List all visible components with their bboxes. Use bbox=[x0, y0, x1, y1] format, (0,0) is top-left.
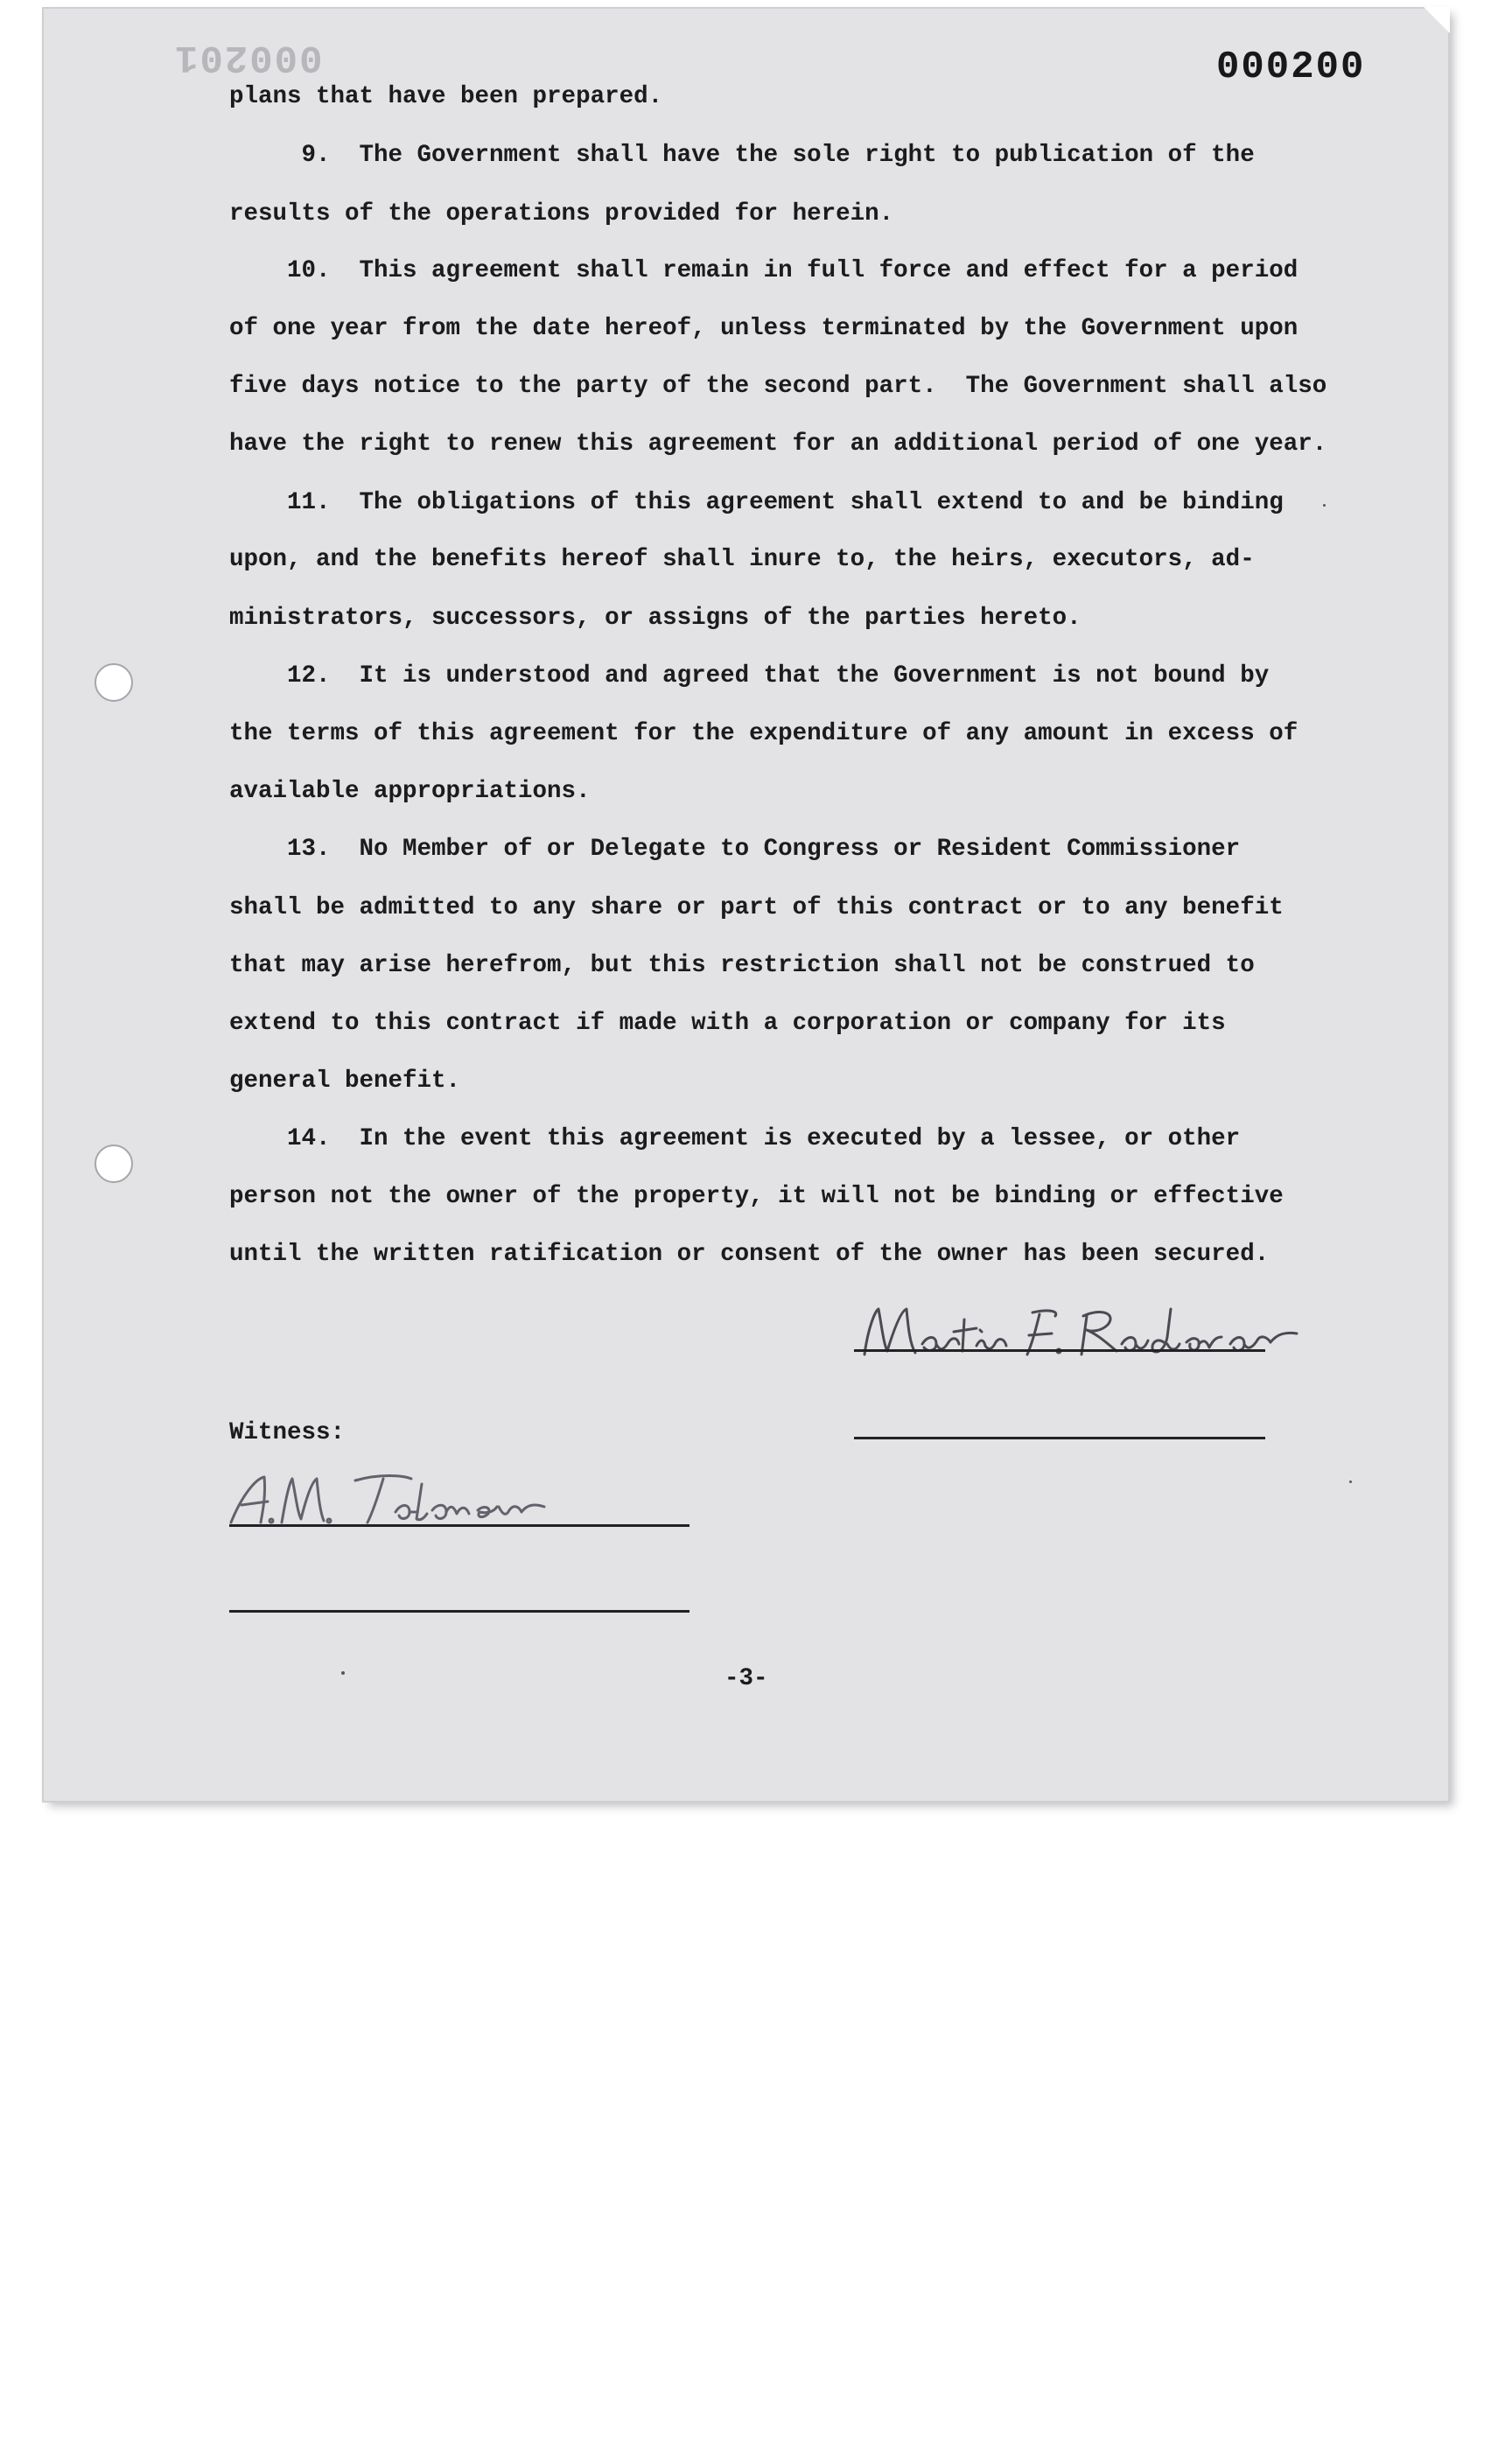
body-line: results of the operations provided for herein. bbox=[229, 200, 894, 228]
body-line: shall be admitted to any share or part of this contract or to any benefit bbox=[229, 894, 1284, 921]
faded-document-number: 000201 bbox=[173, 35, 323, 79]
body-line: person not the owner of the property, it will not be binding or effective bbox=[229, 1183, 1284, 1210]
witness-signature-line bbox=[229, 1524, 690, 1527]
body-line: 13. No Member of or Delegate to Congress or Resident Commissioner bbox=[229, 836, 1241, 863]
body-line: 12. It is understood and agreed that the Government is not bound by bbox=[229, 662, 1270, 690]
party-second-signature-line bbox=[854, 1437, 1265, 1439]
body-line: available appropriations. bbox=[229, 778, 591, 805]
body-line: the terms of this agreement for the expenditure of any amount in excess of bbox=[229, 720, 1298, 747]
witness-label: Witness: bbox=[229, 1419, 346, 1446]
document-page bbox=[44, 9, 1448, 1801]
binder-hole-bottom bbox=[94, 1144, 133, 1183]
binder-hole-top bbox=[94, 663, 133, 702]
ink-speck bbox=[1349, 1480, 1352, 1483]
ink-speck bbox=[1323, 504, 1326, 507]
body-line: general benefit. bbox=[229, 1068, 461, 1095]
party-signature-line bbox=[854, 1349, 1265, 1352]
body-line: ministrators, successors, or assigns of the parties hereto. bbox=[229, 605, 1082, 632]
folded-corner bbox=[1424, 7, 1450, 33]
body-line: plans that have been prepared. bbox=[229, 83, 663, 110]
body-line: 11. The obligations of this agreement shall extend to and be binding bbox=[229, 489, 1284, 516]
body-line: five days notice to the party of the second part. The Government shall also bbox=[229, 373, 1327, 400]
document-number: 000200 bbox=[1216, 46, 1366, 89]
body-line: extend to this contract if made with a corporation or company for its bbox=[229, 1010, 1226, 1037]
body-line: have the right to renew this agreement for an additional period of one year. bbox=[229, 430, 1327, 458]
body-line: 10. This agreement shall remain in full force and effect for a period bbox=[229, 257, 1298, 284]
body-line: that may arise herefrom, but this restriction shall not be construed to bbox=[229, 952, 1255, 979]
party-signature bbox=[849, 1293, 1304, 1372]
body-line: 9. The Government shall have the sole right to publication of the bbox=[229, 142, 1255, 169]
body-line: 14. In the event this agreement is executed by a lessee, or other bbox=[229, 1125, 1241, 1152]
body-line: upon, and the benefits hereof shall inure to, the heirs, executors, ad- bbox=[229, 546, 1255, 573]
page-number: -3- bbox=[724, 1665, 768, 1692]
witness-second-signature-line bbox=[229, 1610, 690, 1613]
body-line: until the written ratification or consent of the owner has been secured. bbox=[229, 1241, 1270, 1268]
ink-speck bbox=[341, 1671, 345, 1675]
witness-signature bbox=[224, 1461, 592, 1531]
body-line: of one year from the date hereof, unless terminated by the Government upon bbox=[229, 315, 1298, 342]
